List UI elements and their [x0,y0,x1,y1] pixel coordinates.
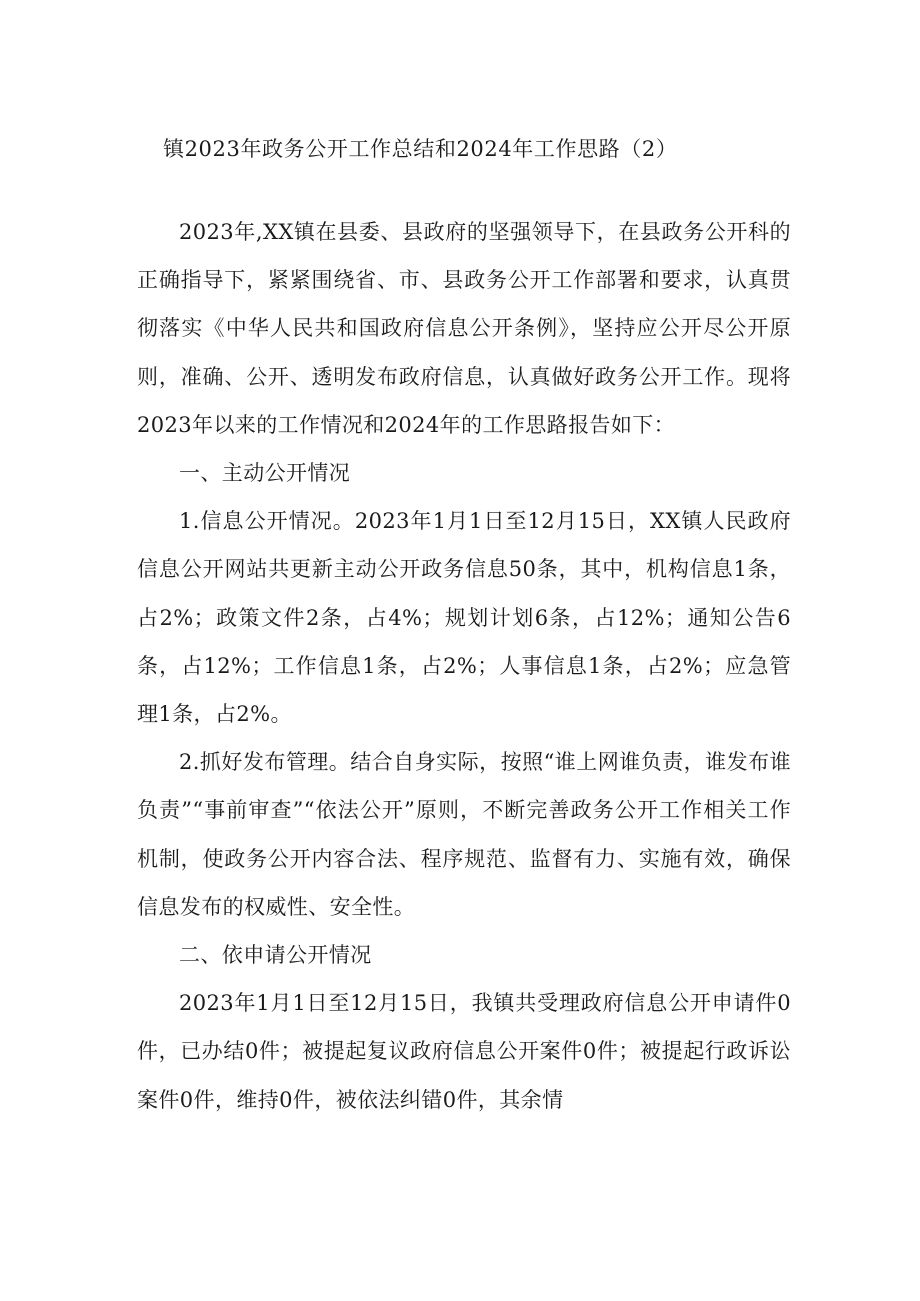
publication-management-paragraph: 2.抓好发布管理。结合自身实际，按照“谁上网谁负责，谁发布谁负责”“事前审查”“依法公开”原则，不断完善政务公开工作相关工作机制，使政务公开内容合法、程序规范、监督有力、实施有效，确保信息发布的权威性、安全性。 [137,750,791,919]
document-body [137,208,791,1124]
section-heading-proactive-disclosure: 一、主动公开情况 [179,461,351,486]
request-disclosure-paragraph: 2023年1月1日至12月15日，我镇共受理政府信息公开申请件0件，已办结0件；被提起复议政府信息公开案件0件；被提起行政诉讼案件0件，维持0件，被依法纠错0件，其余情 [137,991,791,1112]
intro-paragraph: 2023年,XX镇在县委、县政府的坚强领导下，在县政务公开科的正确指导下，紧紧围绕省、市、县政务公开工作部署和要求，认真贯彻落实《中华人民共和国政府信息公开条例》，坚持应公开尽公开原则，准确、公开、透明发布政府信息，认真做好政务公开工作。现将2023年以来的工作情况和2024年的工作思路报告如下： [137,220,791,437]
document-title: 镇2023年政务公开工作总结和2024年工作思路（2） [163,137,678,161]
information-disclosure-paragraph: 1.信息公开情况。2023年1月1日至12月15日，XX镇人民政府信息公开网站共更新主动公开政务信息50条，其中，机构信息1条，占2%；政策文件2条，占4%；规划计划6条，占12%；通知公告6条，占12%；工作信息1条，占2%；人事信息1条，占2%；应急管理1条，占2%。 [137,509,791,727]
section-heading-request-disclosure: 二、依申请公开情况 [179,943,372,968]
